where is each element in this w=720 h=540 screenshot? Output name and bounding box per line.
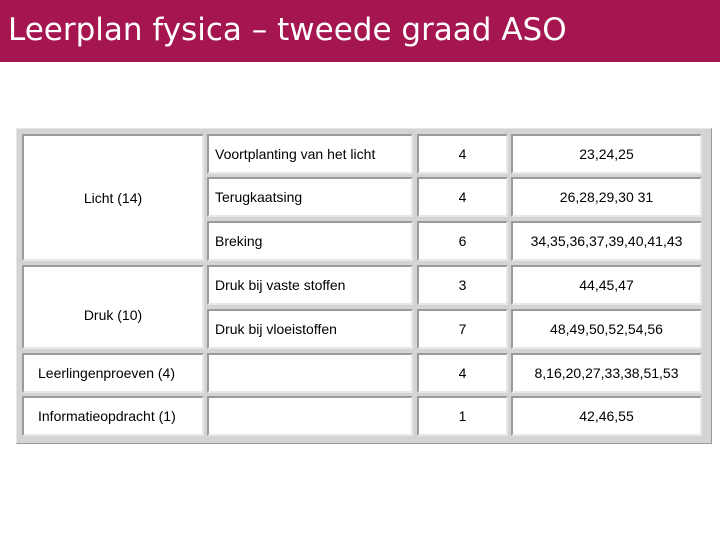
table-cell-count — [417, 221, 508, 261]
table-cell-items — [511, 265, 702, 305]
table-cell-count — [417, 396, 508, 436]
topic-count: 6 — [458, 233, 467, 249]
group-cell-druk — [22, 265, 204, 349]
extra-row-label: Leerlingenproeven (4) — [38, 365, 175, 381]
page-title: Leerplan fysica – tweede graad ASO — [8, 12, 567, 48]
table-cell-empty — [207, 353, 413, 393]
table-cell-extra-label — [22, 396, 204, 436]
table-cell-extra-label — [22, 353, 204, 393]
table-cell-items — [511, 396, 702, 436]
topic-items: 26,28,29,30 31 — [559, 189, 654, 205]
group-label: Druk (10) — [83, 307, 143, 323]
table-cell-count — [417, 134, 508, 174]
table-cell-count — [417, 353, 508, 393]
table-cell-items — [511, 221, 702, 261]
extra-row-count: 4 — [458, 365, 467, 381]
table-cell-count — [417, 309, 508, 349]
topic-name: Voortplanting van het licht — [215, 146, 376, 162]
extra-row-count: 1 — [458, 408, 467, 424]
table-cell-items — [511, 177, 702, 217]
curriculum-table — [16, 128, 712, 444]
topic-items: 34,35,36,37,39,40,41,43 — [530, 233, 683, 249]
table-cell-topic — [207, 177, 413, 217]
topic-name: Breking — [215, 233, 263, 249]
topic-count: 7 — [458, 321, 467, 337]
topic-name: Terugkaatsing — [215, 189, 303, 205]
table-cell-topic — [207, 265, 413, 305]
table-cell-count — [417, 265, 508, 305]
topic-items: 48,49,50,52,54,56 — [550, 321, 663, 337]
topic-name: Druk bij vaste stoffen — [215, 277, 346, 293]
topic-count: 4 — [458, 146, 467, 162]
group-cell-licht — [22, 134, 204, 261]
topic-items: 23,24,25 — [579, 146, 634, 162]
topic-count: 3 — [458, 277, 467, 293]
table-cell-count — [417, 177, 508, 217]
extra-row-items: 42,46,55 — [579, 408, 634, 424]
topic-name: Druk bij vloeistoffen — [215, 321, 337, 337]
table-cell-items — [511, 309, 702, 349]
topic-count: 4 — [458, 189, 467, 205]
extra-row-label: Informatieopdracht (1) — [38, 408, 176, 424]
extra-row-items: 8,16,20,27,33,38,51,53 — [534, 365, 679, 381]
group-label: Licht (14) — [83, 189, 143, 206]
title-bar — [0, 0, 720, 62]
table-cell-empty — [207, 396, 413, 436]
table-cell-topic — [207, 134, 413, 174]
table-cell-items — [511, 353, 702, 393]
table-cell-items — [511, 134, 702, 174]
topic-items: 44,45,47 — [579, 277, 634, 293]
table-cell-topic — [207, 221, 413, 261]
table-cell-topic — [207, 309, 413, 349]
